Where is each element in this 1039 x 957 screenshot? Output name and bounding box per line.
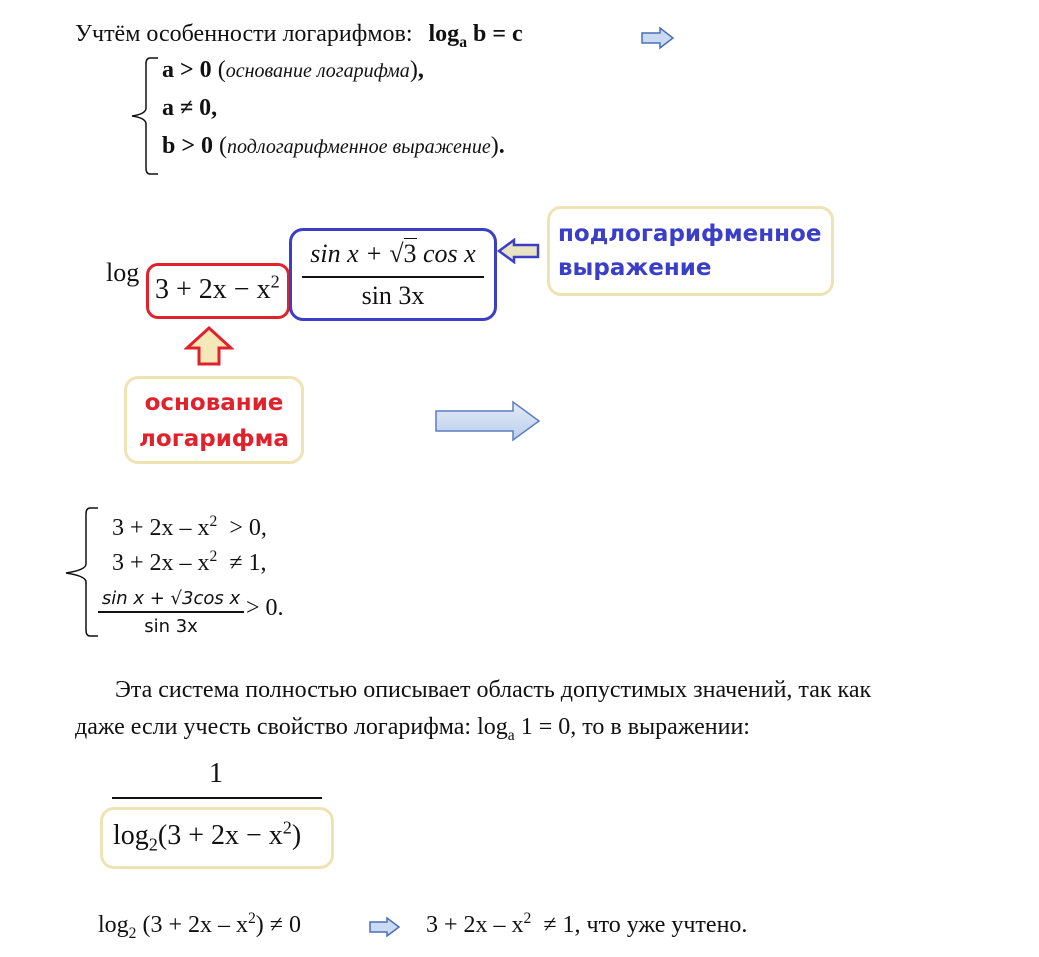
argument-fraction-line — [302, 276, 484, 278]
intro-text: Учтём особенности логарифмов: — [75, 21, 413, 47]
base-expression: $3 + 2x - x^2$ — [155, 271, 280, 305]
base-box — [146, 263, 290, 319]
log-label: log — [106, 258, 140, 287]
brace-icon — [128, 56, 158, 176]
condition-3: b > 0 (подлогарифменное выражение). — [162, 133, 505, 159]
conclusion-right: $3 + 2x - x^2 \ne 1$, что уже учтено. — [426, 910, 748, 938]
argument-label-box — [547, 206, 834, 296]
left-arrow-icon — [496, 238, 540, 264]
system-line-3-numerator: sin x + √3cos x — [101, 588, 241, 609]
implies-arrow-icon — [640, 26, 676, 50]
intro-line — [75, 20, 523, 51]
intro-formula: $\log_a b = c$ — [428, 21, 523, 51]
fraction-denominator-box — [100, 807, 334, 869]
conclusion-arrow-icon — [368, 916, 402, 938]
system-line-3-relation: > 0. — [246, 595, 284, 621]
system-line-3-denominator: sin 3x — [144, 616, 198, 637]
argument-box — [289, 228, 497, 321]
fraction-denominator: $\log_2(3 + 2x - x^2)$ — [113, 817, 302, 855]
system-line-2: $3 + 2x - x^2 \ne 1$, — [112, 548, 267, 576]
up-arrow-icon — [184, 326, 234, 366]
argument-label: подлогарифменное выражение — [558, 221, 822, 281]
system-line-3-fraction-line — [98, 611, 244, 613]
system-line-1: $3 + 2x - x^2 > 0$, — [112, 513, 267, 541]
right-arrow-icon — [433, 399, 543, 443]
fraction-numerator: 1 — [209, 758, 223, 789]
system-brace-icon — [62, 506, 98, 638]
fraction-line — [112, 797, 322, 799]
conclusion-left: $\log_2 (3 + 2x - x^2) \ne 0$ — [98, 910, 301, 942]
condition-2: a ≠ 0, — [162, 95, 218, 121]
argument-numerator: sin x + √3 cos x — [310, 239, 476, 268]
base-label-box — [124, 376, 304, 464]
base-label: основание логарифма — [139, 390, 289, 452]
argument-denominator: sin 3x — [361, 281, 425, 310]
condition-1: a > 0 (основание логарифма), — [162, 57, 424, 83]
paragraph-line-1: Эта система полностью описывает область допустимых значений, так как — [115, 677, 872, 703]
paragraph-line-2: даже если учесть свойство логарифма: $\log_a 1 = 0$, то в выражении: — [75, 714, 750, 744]
